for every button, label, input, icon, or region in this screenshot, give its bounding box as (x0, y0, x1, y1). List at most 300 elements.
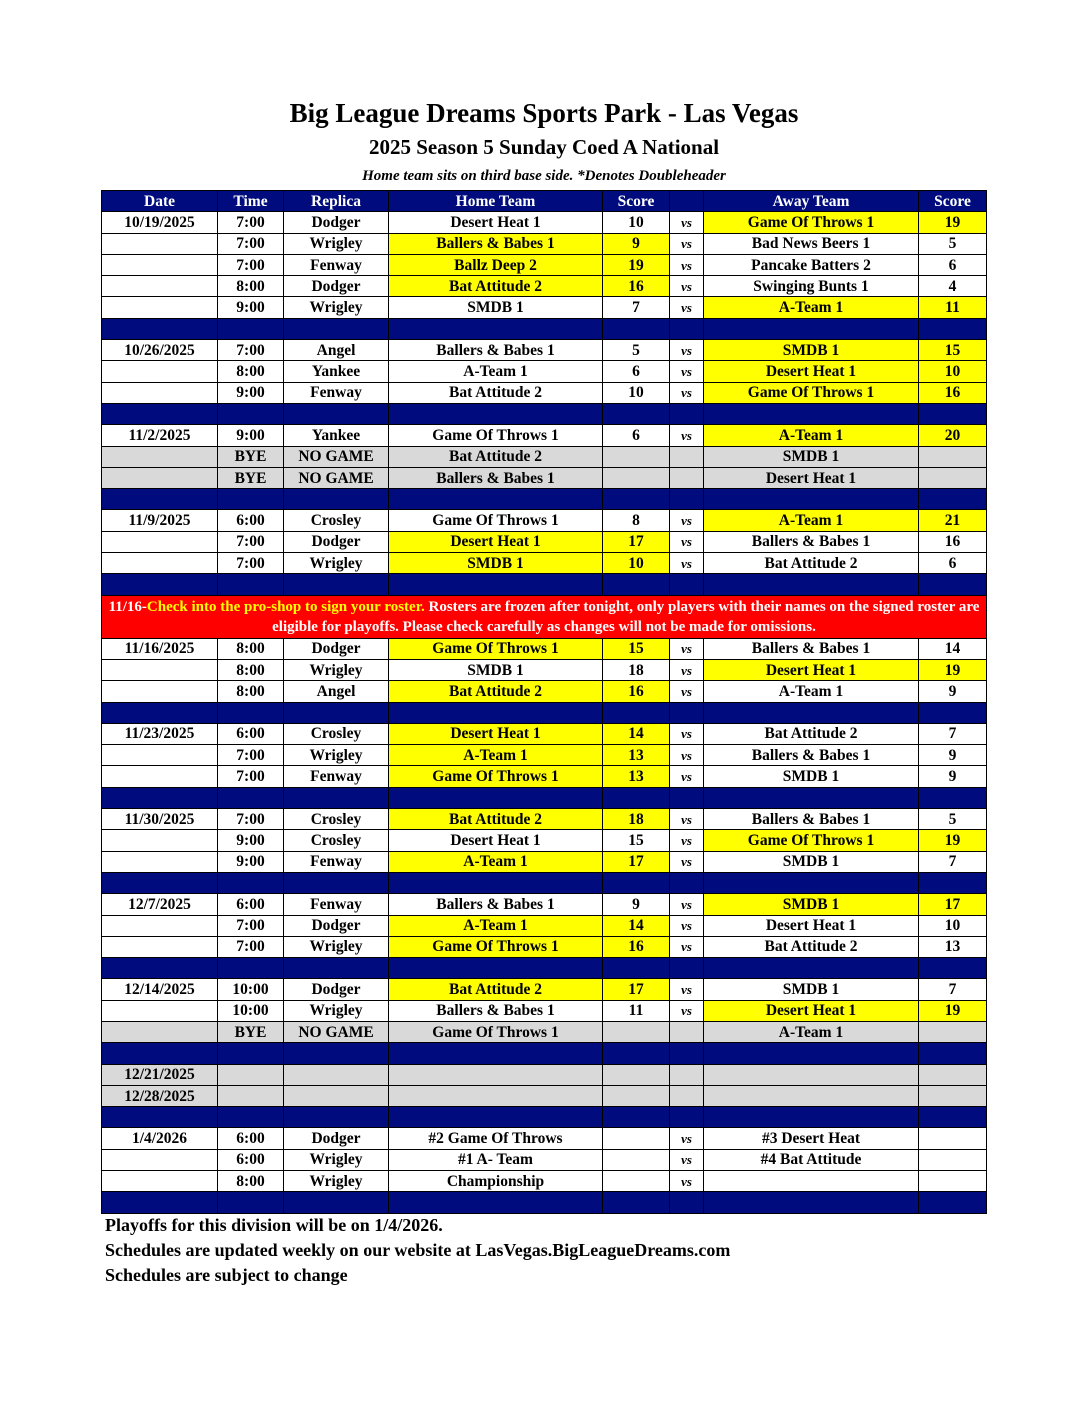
separator-cell (704, 489, 919, 510)
cell-vs: vs (670, 936, 704, 957)
cell-away-score: 9 (919, 766, 987, 787)
separator-cell (284, 403, 389, 424)
column-header-time: Time (218, 191, 284, 212)
cell-date (102, 1149, 218, 1170)
cell-time: 7:00 (218, 212, 284, 233)
cell-away-team: Game Of Throws 1 (704, 830, 919, 851)
separator-cell (218, 489, 284, 510)
cell-away-score: 7 (919, 979, 987, 1000)
cell-home-score (603, 1171, 670, 1192)
cell-date (102, 1000, 218, 1021)
week-separator-row (102, 574, 987, 595)
game-row (102, 979, 987, 1000)
cell-away-team: SMDB 1 (704, 340, 919, 361)
bye-row (102, 1021, 987, 1042)
cell-home-score: 15 (603, 638, 670, 659)
cell-replica: NO GAME (284, 467, 389, 488)
cell-time: 8:00 (218, 361, 284, 382)
cell-home-score (603, 446, 670, 467)
column-header-home-score: Score (603, 191, 670, 212)
cell-away-team: Desert Heat 1 (704, 467, 919, 488)
cell-date: 12/21/2025 (102, 1064, 218, 1085)
cell-away-score: 6 (919, 553, 987, 574)
game-row (102, 766, 987, 787)
cell-vs: vs (670, 1000, 704, 1021)
cell-away-team: SMDB 1 (704, 766, 919, 787)
cell-vs: vs (670, 809, 704, 830)
cell-time: 8:00 (218, 1171, 284, 1192)
separator-cell (603, 1192, 670, 1213)
cell-date (102, 745, 218, 766)
cell-away-team: Ballers & Babes 1 (704, 638, 919, 659)
cell-away-score: 10 (919, 915, 987, 936)
cell-home-team: Bat Attitude 2 (389, 809, 603, 830)
cell-away-score: 19 (919, 659, 987, 680)
cell-away-team: Swinging Bunts 1 (704, 276, 919, 297)
cell-home-score: 16 (603, 276, 670, 297)
cell-home-score (603, 467, 670, 488)
cell-away-team: Desert Heat 1 (704, 361, 919, 382)
game-row (102, 425, 987, 446)
game-row (102, 851, 987, 872)
separator-cell (603, 1043, 670, 1064)
cell-time: 7:00 (218, 915, 284, 936)
cell-home-team: Bat Attitude 2 (389, 681, 603, 702)
cell-replica: Wrigley (284, 1149, 389, 1170)
cell-home-team: Ballz Deep 2 (389, 254, 603, 275)
cell-time: 8:00 (218, 659, 284, 680)
cell-vs: vs (670, 894, 704, 915)
cell-away-team: Game Of Throws 1 (704, 382, 919, 403)
cell-replica: Wrigley (284, 297, 389, 318)
separator-cell (389, 872, 603, 893)
separator-cell (284, 318, 389, 339)
separator-cell (704, 574, 919, 595)
cell-vs: vs (670, 212, 704, 233)
cell-home-team: #2 Game Of Throws (389, 1128, 603, 1149)
cell-replica: Dodger (284, 276, 389, 297)
cell-home-team: Desert Heat 1 (389, 212, 603, 233)
cell-time: 9:00 (218, 297, 284, 318)
cell-replica: Crosley (284, 809, 389, 830)
separator-cell (670, 1043, 704, 1064)
cell-vs: vs (670, 830, 704, 851)
notice-highlight: Check into the pro-shop to sign your roster. (146, 598, 425, 615)
separator-cell (218, 1043, 284, 1064)
separator-cell (284, 872, 389, 893)
separator-cell (389, 958, 603, 979)
separator-cell (284, 1107, 389, 1128)
cell-home-team: A-Team 1 (389, 745, 603, 766)
separator-cell (704, 958, 919, 979)
cell-replica: Wrigley (284, 659, 389, 680)
cell-vs: vs (670, 745, 704, 766)
separator-cell (603, 1107, 670, 1128)
separator-cell (704, 787, 919, 808)
separator-cell (603, 702, 670, 723)
game-row (102, 1149, 987, 1170)
separator-cell (670, 1107, 704, 1128)
separator-cell (704, 1107, 919, 1128)
separator-cell (102, 958, 218, 979)
cell-time: 9:00 (218, 425, 284, 446)
cell-home-score (603, 1085, 670, 1106)
cell-vs: vs (670, 425, 704, 446)
cell-away-team: Ballers & Babes 1 (704, 809, 919, 830)
cell-home-score: 10 (603, 382, 670, 403)
no-games-row (102, 1064, 987, 1085)
separator-cell (389, 1192, 603, 1213)
cell-vs: vs (670, 1149, 704, 1170)
cell-away-team: Bat Attitude 2 (704, 723, 919, 744)
cell-date (102, 1171, 218, 1192)
roster-notice-row (102, 595, 987, 638)
cell-time: 8:00 (218, 681, 284, 702)
cell-time: 7:00 (218, 233, 284, 254)
cell-vs (670, 467, 704, 488)
game-row (102, 936, 987, 957)
week-separator-row (102, 958, 987, 979)
cell-home-team: Championship (389, 1171, 603, 1192)
game-row (102, 297, 987, 318)
cell-date (102, 361, 218, 382)
cell-time: 8:00 (218, 276, 284, 297)
cell-time: 7:00 (218, 340, 284, 361)
separator-cell (218, 1192, 284, 1213)
cell-away-score: 17 (919, 894, 987, 915)
cell-time: BYE (218, 446, 284, 467)
column-header-away-team: Away Team (704, 191, 919, 212)
cell-home-score: 16 (603, 936, 670, 957)
week-separator-row (102, 489, 987, 510)
cell-date (102, 766, 218, 787)
cell-date: 11/16/2025 (102, 638, 218, 659)
separator-cell (284, 702, 389, 723)
separator-cell (102, 1107, 218, 1128)
cell-away-score: 16 (919, 382, 987, 403)
separator-cell (704, 1043, 919, 1064)
no-games-row (102, 1085, 987, 1106)
separator-cell (670, 787, 704, 808)
separator-cell (704, 702, 919, 723)
separator-cell (603, 574, 670, 595)
separator-cell (102, 1192, 218, 1213)
cell-home-score: 17 (603, 979, 670, 1000)
cell-date (102, 276, 218, 297)
cell-home-score: 6 (603, 361, 670, 382)
separator-cell (704, 872, 919, 893)
cell-home-score: 10 (603, 553, 670, 574)
separator-cell (102, 1043, 218, 1064)
game-row (102, 638, 987, 659)
separator-cell (919, 1107, 987, 1128)
cell-away-score: 19 (919, 830, 987, 851)
cell-away-score: 19 (919, 212, 987, 233)
game-row (102, 830, 987, 851)
cell-replica: Crosley (284, 830, 389, 851)
game-row (102, 340, 987, 361)
cell-replica: Crosley (284, 510, 389, 531)
cell-vs: vs (670, 638, 704, 659)
separator-cell (603, 318, 670, 339)
cell-date (102, 659, 218, 680)
column-header-date: Date (102, 191, 218, 212)
cell-date: 10/26/2025 (102, 340, 218, 361)
cell-date (102, 553, 218, 574)
cell-home-team: Game Of Throws 1 (389, 510, 603, 531)
game-row (102, 212, 987, 233)
week-separator-row (102, 403, 987, 424)
week-separator-row (102, 787, 987, 808)
cell-vs: vs (670, 297, 704, 318)
cell-home-score: 14 (603, 723, 670, 744)
separator-cell (603, 403, 670, 424)
cell-date: 12/7/2025 (102, 894, 218, 915)
cell-replica: Wrigley (284, 553, 389, 574)
separator-cell (218, 958, 284, 979)
cell-vs: vs (670, 553, 704, 574)
cell-date (102, 233, 218, 254)
separator-cell (218, 318, 284, 339)
cell-home-score: 5 (603, 340, 670, 361)
cell-replica: Wrigley (284, 1000, 389, 1021)
cell-vs: vs (670, 233, 704, 254)
cell-away-team: Bad News Beers 1 (704, 233, 919, 254)
cell-date: 11/2/2025 (102, 425, 218, 446)
cell-date: 11/23/2025 (102, 723, 218, 744)
game-row (102, 553, 987, 574)
cell-away-team (704, 1085, 919, 1106)
cell-time: 7:00 (218, 745, 284, 766)
cell-home-score: 17 (603, 531, 670, 552)
cell-home-score (603, 1149, 670, 1170)
cell-home-score: 11 (603, 1000, 670, 1021)
cell-replica: NO GAME (284, 446, 389, 467)
cell-away-team: Ballers & Babes 1 (704, 531, 919, 552)
cell-time: 7:00 (218, 766, 284, 787)
column-header-vs (670, 191, 704, 212)
cell-away-score: 14 (919, 638, 987, 659)
cell-date (102, 851, 218, 872)
cell-date: 12/14/2025 (102, 979, 218, 1000)
cell-date (102, 531, 218, 552)
game-row (102, 276, 987, 297)
cell-replica: Angel (284, 340, 389, 361)
cell-home-team: Game Of Throws 1 (389, 1021, 603, 1042)
cell-home-team: Desert Heat 1 (389, 531, 603, 552)
cell-away-score: 7 (919, 851, 987, 872)
cell-home-team: Desert Heat 1 (389, 723, 603, 744)
cell-replica (284, 1064, 389, 1085)
separator-cell (284, 489, 389, 510)
cell-date: 1/4/2026 (102, 1128, 218, 1149)
cell-home-score (603, 1064, 670, 1085)
cell-time: 6:00 (218, 1128, 284, 1149)
cell-home-score: 19 (603, 254, 670, 275)
cell-away-team: #4 Bat Attitude (704, 1149, 919, 1170)
cell-replica: Angel (284, 681, 389, 702)
bye-row (102, 467, 987, 488)
cell-vs: vs (670, 510, 704, 531)
cell-away-team: Desert Heat 1 (704, 1000, 919, 1021)
separator-cell (919, 574, 987, 595)
cell-replica: Fenway (284, 851, 389, 872)
cell-away-team: Ballers & Babes 1 (704, 745, 919, 766)
cell-away-score (919, 1085, 987, 1106)
game-row (102, 254, 987, 275)
cell-away-team (704, 1064, 919, 1085)
cell-vs (670, 1021, 704, 1042)
separator-cell (389, 702, 603, 723)
cell-vs: vs (670, 254, 704, 275)
separator-cell (919, 958, 987, 979)
separator-cell (389, 574, 603, 595)
cell-home-score: 9 (603, 233, 670, 254)
separator-cell (603, 958, 670, 979)
separator-cell (389, 489, 603, 510)
cell-away-score: 5 (919, 233, 987, 254)
cell-away-team: A-Team 1 (704, 510, 919, 531)
cell-home-team: A-Team 1 (389, 851, 603, 872)
cell-home-team: Bat Attitude 2 (389, 446, 603, 467)
column-header-replica: Replica (284, 191, 389, 212)
cell-home-score: 18 (603, 659, 670, 680)
cell-home-team: Game Of Throws 1 (389, 766, 603, 787)
cell-vs: vs (670, 723, 704, 744)
game-row (102, 382, 987, 403)
cell-home-team: Ballers & Babes 1 (389, 1000, 603, 1021)
cell-date (102, 254, 218, 275)
separator-cell (389, 403, 603, 424)
cell-date (102, 467, 218, 488)
cell-away-team: Bat Attitude 2 (704, 936, 919, 957)
cell-date (102, 830, 218, 851)
cell-vs: vs (670, 659, 704, 680)
separator-cell (603, 787, 670, 808)
week-separator-row (102, 1107, 987, 1128)
separator-cell (284, 958, 389, 979)
cell-away-team: SMDB 1 (704, 446, 919, 467)
cell-away-score: 13 (919, 936, 987, 957)
cell-date: 12/28/2025 (102, 1085, 218, 1106)
game-row (102, 510, 987, 531)
week-separator-row (102, 1043, 987, 1064)
cell-time (218, 1085, 284, 1106)
footer-website-note: Schedules are updated weekly on our website at LasVegas.BigLeagueDreams.com (105, 1240, 731, 1260)
separator-cell (284, 1043, 389, 1064)
separator-cell (218, 787, 284, 808)
cell-home-team: SMDB 1 (389, 297, 603, 318)
cell-home-team: Ballers & Babes 1 (389, 894, 603, 915)
cell-vs (670, 446, 704, 467)
cell-time: 7:00 (218, 809, 284, 830)
cell-away-score (919, 1128, 987, 1149)
cell-time: 9:00 (218, 830, 284, 851)
separator-cell (603, 489, 670, 510)
cell-away-team: #3 Desert Heat (704, 1128, 919, 1149)
separator-cell (704, 318, 919, 339)
cell-away-score (919, 1149, 987, 1170)
cell-away-score: 6 (919, 254, 987, 275)
separator-cell (919, 489, 987, 510)
cell-vs: vs (670, 340, 704, 361)
cell-vs: vs (670, 766, 704, 787)
cell-away-score: 19 (919, 1000, 987, 1021)
cell-home-score: 10 (603, 212, 670, 233)
cell-away-team: Pancake Batters 2 (704, 254, 919, 275)
column-header-home-team: Home Team (389, 191, 603, 212)
cell-away-score: 20 (919, 425, 987, 446)
separator-cell (102, 574, 218, 595)
cell-replica: Fenway (284, 382, 389, 403)
cell-vs: vs (670, 1171, 704, 1192)
cell-replica: Crosley (284, 723, 389, 744)
cell-home-score: 7 (603, 297, 670, 318)
cell-away-team: Desert Heat 1 (704, 659, 919, 680)
cell-home-score: 14 (603, 915, 670, 936)
cell-away-score (919, 1064, 987, 1085)
cell-away-team: A-Team 1 (704, 425, 919, 446)
week-separator-row (102, 318, 987, 339)
separator-cell (670, 318, 704, 339)
footer-playoffs-note: Playoffs for this division will be on 1/4/2026. (105, 1215, 443, 1235)
cell-away-team: Bat Attitude 2 (704, 553, 919, 574)
cell-time: 10:00 (218, 979, 284, 1000)
cell-time: 6:00 (218, 510, 284, 531)
cell-replica: Dodger (284, 638, 389, 659)
cell-away-team: SMDB 1 (704, 851, 919, 872)
cell-home-team: Game Of Throws 1 (389, 425, 603, 446)
cell-away-team: Game Of Throws 1 (704, 212, 919, 233)
cell-home-score: 17 (603, 851, 670, 872)
cell-home-team: SMDB 1 (389, 659, 603, 680)
cell-home-score (603, 1021, 670, 1042)
cell-date (102, 1021, 218, 1042)
cell-away-team: SMDB 1 (704, 894, 919, 915)
cell-home-score: 9 (603, 894, 670, 915)
cell-time: 7:00 (218, 254, 284, 275)
cell-away-team: Desert Heat 1 (704, 915, 919, 936)
week-separator-row (102, 1192, 987, 1213)
cell-home-team: Ballers & Babes 1 (389, 340, 603, 361)
cell-away-team: A-Team 1 (704, 681, 919, 702)
separator-cell (704, 1192, 919, 1213)
game-row (102, 659, 987, 680)
cell-time: BYE (218, 1021, 284, 1042)
cell-replica: Wrigley (284, 936, 389, 957)
separator-cell (670, 489, 704, 510)
game-row (102, 809, 987, 830)
cell-replica: Dodger (284, 979, 389, 1000)
game-row (102, 723, 987, 744)
cell-time: 9:00 (218, 851, 284, 872)
page-subtitle: 2025 Season 5 Sunday Coed A National (368, 135, 720, 159)
cell-vs: vs (670, 851, 704, 872)
bye-row (102, 446, 987, 467)
cell-time: 6:00 (218, 723, 284, 744)
cell-away-team: SMDB 1 (704, 979, 919, 1000)
separator-cell (670, 702, 704, 723)
cell-vs: vs (670, 979, 704, 1000)
cell-replica: Dodger (284, 212, 389, 233)
separator-cell (218, 1107, 284, 1128)
separator-cell (389, 1043, 603, 1064)
cell-home-team: A-Team 1 (389, 915, 603, 936)
separator-cell (919, 872, 987, 893)
cell-away-score: 7 (919, 723, 987, 744)
cell-home-team: Bat Attitude 2 (389, 382, 603, 403)
separator-cell (284, 574, 389, 595)
